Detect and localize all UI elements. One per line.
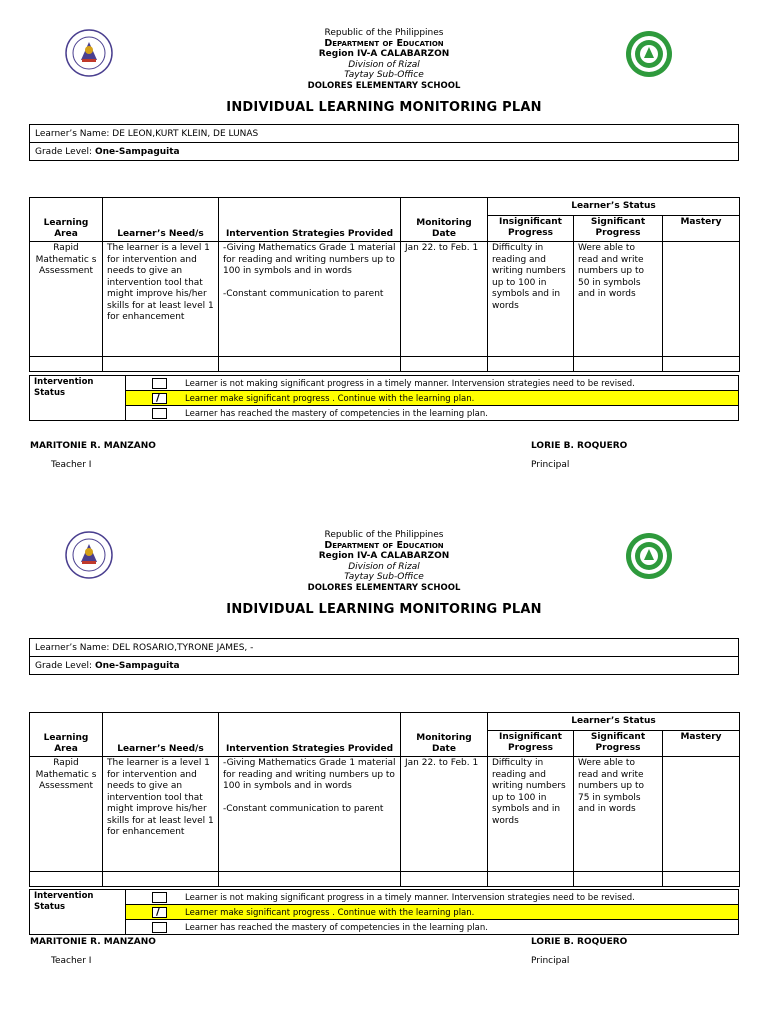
division-line: Division of Rizal	[348, 561, 420, 572]
empty-cell	[401, 872, 488, 887]
school-seal-icon	[624, 28, 674, 80]
intervention-status-label: Intervention Status	[30, 890, 126, 935]
grade-level-cell	[30, 657, 739, 675]
strategies-cell	[219, 242, 401, 357]
intervention-option-2	[126, 905, 739, 920]
mastery-cell	[663, 757, 740, 872]
division-line: Division of Rizal	[348, 59, 420, 70]
needs-header: Learner’s Need/s	[103, 713, 219, 757]
option-2-text: Learner make significant progress . Continue with the learning plan.	[185, 393, 475, 404]
monitoring-date-cell: Jan 22. to Feb. 1	[401, 242, 488, 357]
school-seal-icon	[624, 530, 674, 582]
mastery-cell	[663, 242, 740, 357]
intervention-option-3	[126, 406, 739, 421]
principal-role: Principal	[531, 460, 570, 470]
principal-role: Principal	[531, 956, 570, 966]
strategies-header: Intervention Strategies Provided	[219, 198, 401, 242]
insignificant-cell: Difficulty in reading and writing numbers up to 100 in symbols and in words	[488, 757, 574, 872]
learner-info-table	[29, 124, 739, 161]
learner-name-value: DE LEON,KURT KLEIN, DE LUNAS	[112, 128, 259, 139]
school-line: DOLORES ELEMENTARY SCHOOL	[307, 582, 461, 593]
monitoring-table	[29, 197, 740, 372]
table-row	[30, 872, 740, 887]
empty-cell	[30, 357, 103, 372]
empty-cell	[663, 872, 740, 887]
option-2-text: Learner make significant progress . Continue with the learning plan.	[185, 907, 475, 918]
republic-line: Republic of the Philippines	[324, 28, 444, 38]
mastery-header: Mastery	[663, 731, 740, 757]
learner-info-table	[29, 638, 739, 675]
intervention-status-label: Intervention Status	[30, 376, 126, 421]
option-3-text: Learner has reached the mastery of competencies in the learning plan.	[185, 922, 488, 933]
plan-page-1	[0, 0, 768, 500]
teacher-name: MARITONIE R. MANZANO	[30, 441, 156, 451]
needs-cell: The learner is a level 1 for intervention and needs to give an intervention tool that might improve his/her skills for at least level 1 for enhancement	[103, 757, 219, 872]
significant-cell: Were able to read and write numbers up to 75 in symbols and in words	[574, 757, 663, 872]
document-title: INDIVIDUAL LEARNING MONITORING PLAN	[226, 100, 542, 115]
strategy-1: -Giving Mathematics Grade 1 material for reading and writing numbers up to 100 in symbols and in words	[223, 243, 396, 276]
intervention-status-table	[29, 375, 739, 421]
learner-name-cell	[30, 639, 739, 657]
option-3-checkbox[interactable]	[152, 922, 167, 933]
learning-area-header: Learning Area	[30, 198, 103, 242]
grade-level-value: One-Sampaguita	[94, 660, 180, 671]
empty-cell	[401, 357, 488, 372]
insignificant-header: Insignificant Progress	[488, 731, 574, 757]
strategy-2: -Constant communication to parent	[223, 803, 384, 814]
region-line: Region IV-A CALABARZON	[318, 551, 450, 561]
learning-area-header: Learning Area	[30, 713, 103, 757]
principal-name: LORIE B. ROQUERO	[531, 441, 628, 451]
intervention-status-table	[29, 889, 739, 935]
table-row	[30, 357, 740, 372]
empty-cell	[219, 872, 401, 887]
needs-cell: The learner is a level 1 for intervention and needs to give an intervention tool that might improve his/her skills for at least level 1 for enhancement	[103, 242, 219, 357]
monitoring-date-header: Monitoring Date	[401, 198, 488, 242]
department-line: Department of Education	[324, 37, 444, 49]
insignificant-cell: Difficulty in reading and writing numbers up to 100 in symbols and in words	[488, 242, 574, 357]
needs-header: Learner’s Need/s	[103, 198, 219, 242]
learner-name-cell	[30, 125, 739, 143]
learning-area-cell: Rapid Mathematic s Assessment	[30, 757, 103, 872]
table-row	[30, 757, 740, 872]
principal-name: LORIE B. ROQUERO	[531, 937, 628, 947]
option-2-checkbox[interactable]	[152, 390, 167, 404]
learner-name-value: DEL ROSARIO,TYRONE JAMES, -	[112, 642, 254, 653]
option-1-checkbox[interactable]	[152, 892, 167, 903]
strategies-header: Intervention Strategies Provided	[219, 713, 401, 757]
significant-header: Significant Progress	[574, 731, 663, 757]
significant-header: Significant Progress	[574, 216, 663, 242]
option-1-text: Learner is not making significant progress in a timely manner. Intervension strategies need to be revised.	[185, 378, 635, 389]
table-row	[30, 242, 740, 357]
mastery-header: Mastery	[663, 216, 740, 242]
empty-cell	[103, 872, 219, 887]
intervention-option-3	[126, 920, 739, 935]
teacher-role: Teacher I	[51, 460, 92, 470]
republic-line: Republic of the Philippines	[324, 530, 444, 540]
option-2-checkbox[interactable]	[152, 904, 167, 918]
empty-cell	[30, 872, 103, 887]
empty-cell	[103, 357, 219, 372]
empty-cell	[219, 357, 401, 372]
empty-cell	[663, 357, 740, 372]
plan-page-2	[0, 502, 768, 1002]
option-3-checkbox[interactable]	[152, 408, 167, 419]
option-1-checkbox[interactable]	[152, 378, 167, 389]
learner-status-header: Learner’s Status	[488, 198, 740, 216]
strategies-cell	[219, 757, 401, 872]
empty-cell	[488, 357, 574, 372]
grade-level-label: Grade Level:	[35, 146, 93, 157]
suboffice-line: Taytay Sub-Office	[344, 70, 424, 80]
intervention-option-1	[126, 890, 739, 905]
grade-level-cell	[30, 143, 739, 161]
department-line: Department of Education	[324, 539, 444, 551]
option-1-text: Learner is not making significant progress in a timely manner. Intervension strategies need to be revised.	[185, 892, 635, 903]
strategy-2: -Constant communication to parent	[223, 288, 384, 299]
suboffice-line: Taytay Sub-Office	[344, 572, 424, 582]
school-line: DOLORES ELEMENTARY SCHOOL	[307, 80, 461, 91]
learner-name-label: Learner’s Name:	[35, 642, 110, 653]
region-line: Region IV-A CALABARZON	[318, 49, 450, 59]
learner-status-header: Learner’s Status	[488, 713, 740, 731]
strategy-1: -Giving Mathematics Grade 1 material for reading and writing numbers up to 100 in symbols and in words	[223, 758, 396, 791]
grade-level-label: Grade Level:	[35, 660, 93, 671]
intervention-option-1	[126, 376, 739, 391]
empty-cell	[574, 357, 663, 372]
check-mark-icon: /	[156, 390, 161, 404]
significant-cell: Were able to read and write numbers up to 50 in symbols and in words	[574, 242, 663, 357]
learner-name-label: Learner’s Name:	[35, 128, 110, 139]
option-3-text: Learner has reached the mastery of competencies in the learning plan.	[185, 408, 488, 419]
document-title: INDIVIDUAL LEARNING MONITORING PLAN	[226, 602, 542, 617]
teacher-name: MARITONIE R. MANZANO	[30, 937, 156, 947]
grade-level-value: One-Sampaguita	[94, 146, 180, 157]
empty-cell	[574, 872, 663, 887]
monitoring-date-cell: Jan 22. to Feb. 1	[401, 757, 488, 872]
check-mark-icon: /	[156, 904, 161, 918]
teacher-role: Teacher I	[51, 956, 92, 966]
learning-area-cell: Rapid Mathematic s Assessment	[30, 242, 103, 357]
monitoring-date-header: Monitoring Date	[401, 713, 488, 757]
empty-cell	[488, 872, 574, 887]
insignificant-header: Insignificant Progress	[488, 216, 574, 242]
intervention-option-2	[126, 391, 739, 406]
monitoring-table	[29, 712, 740, 887]
